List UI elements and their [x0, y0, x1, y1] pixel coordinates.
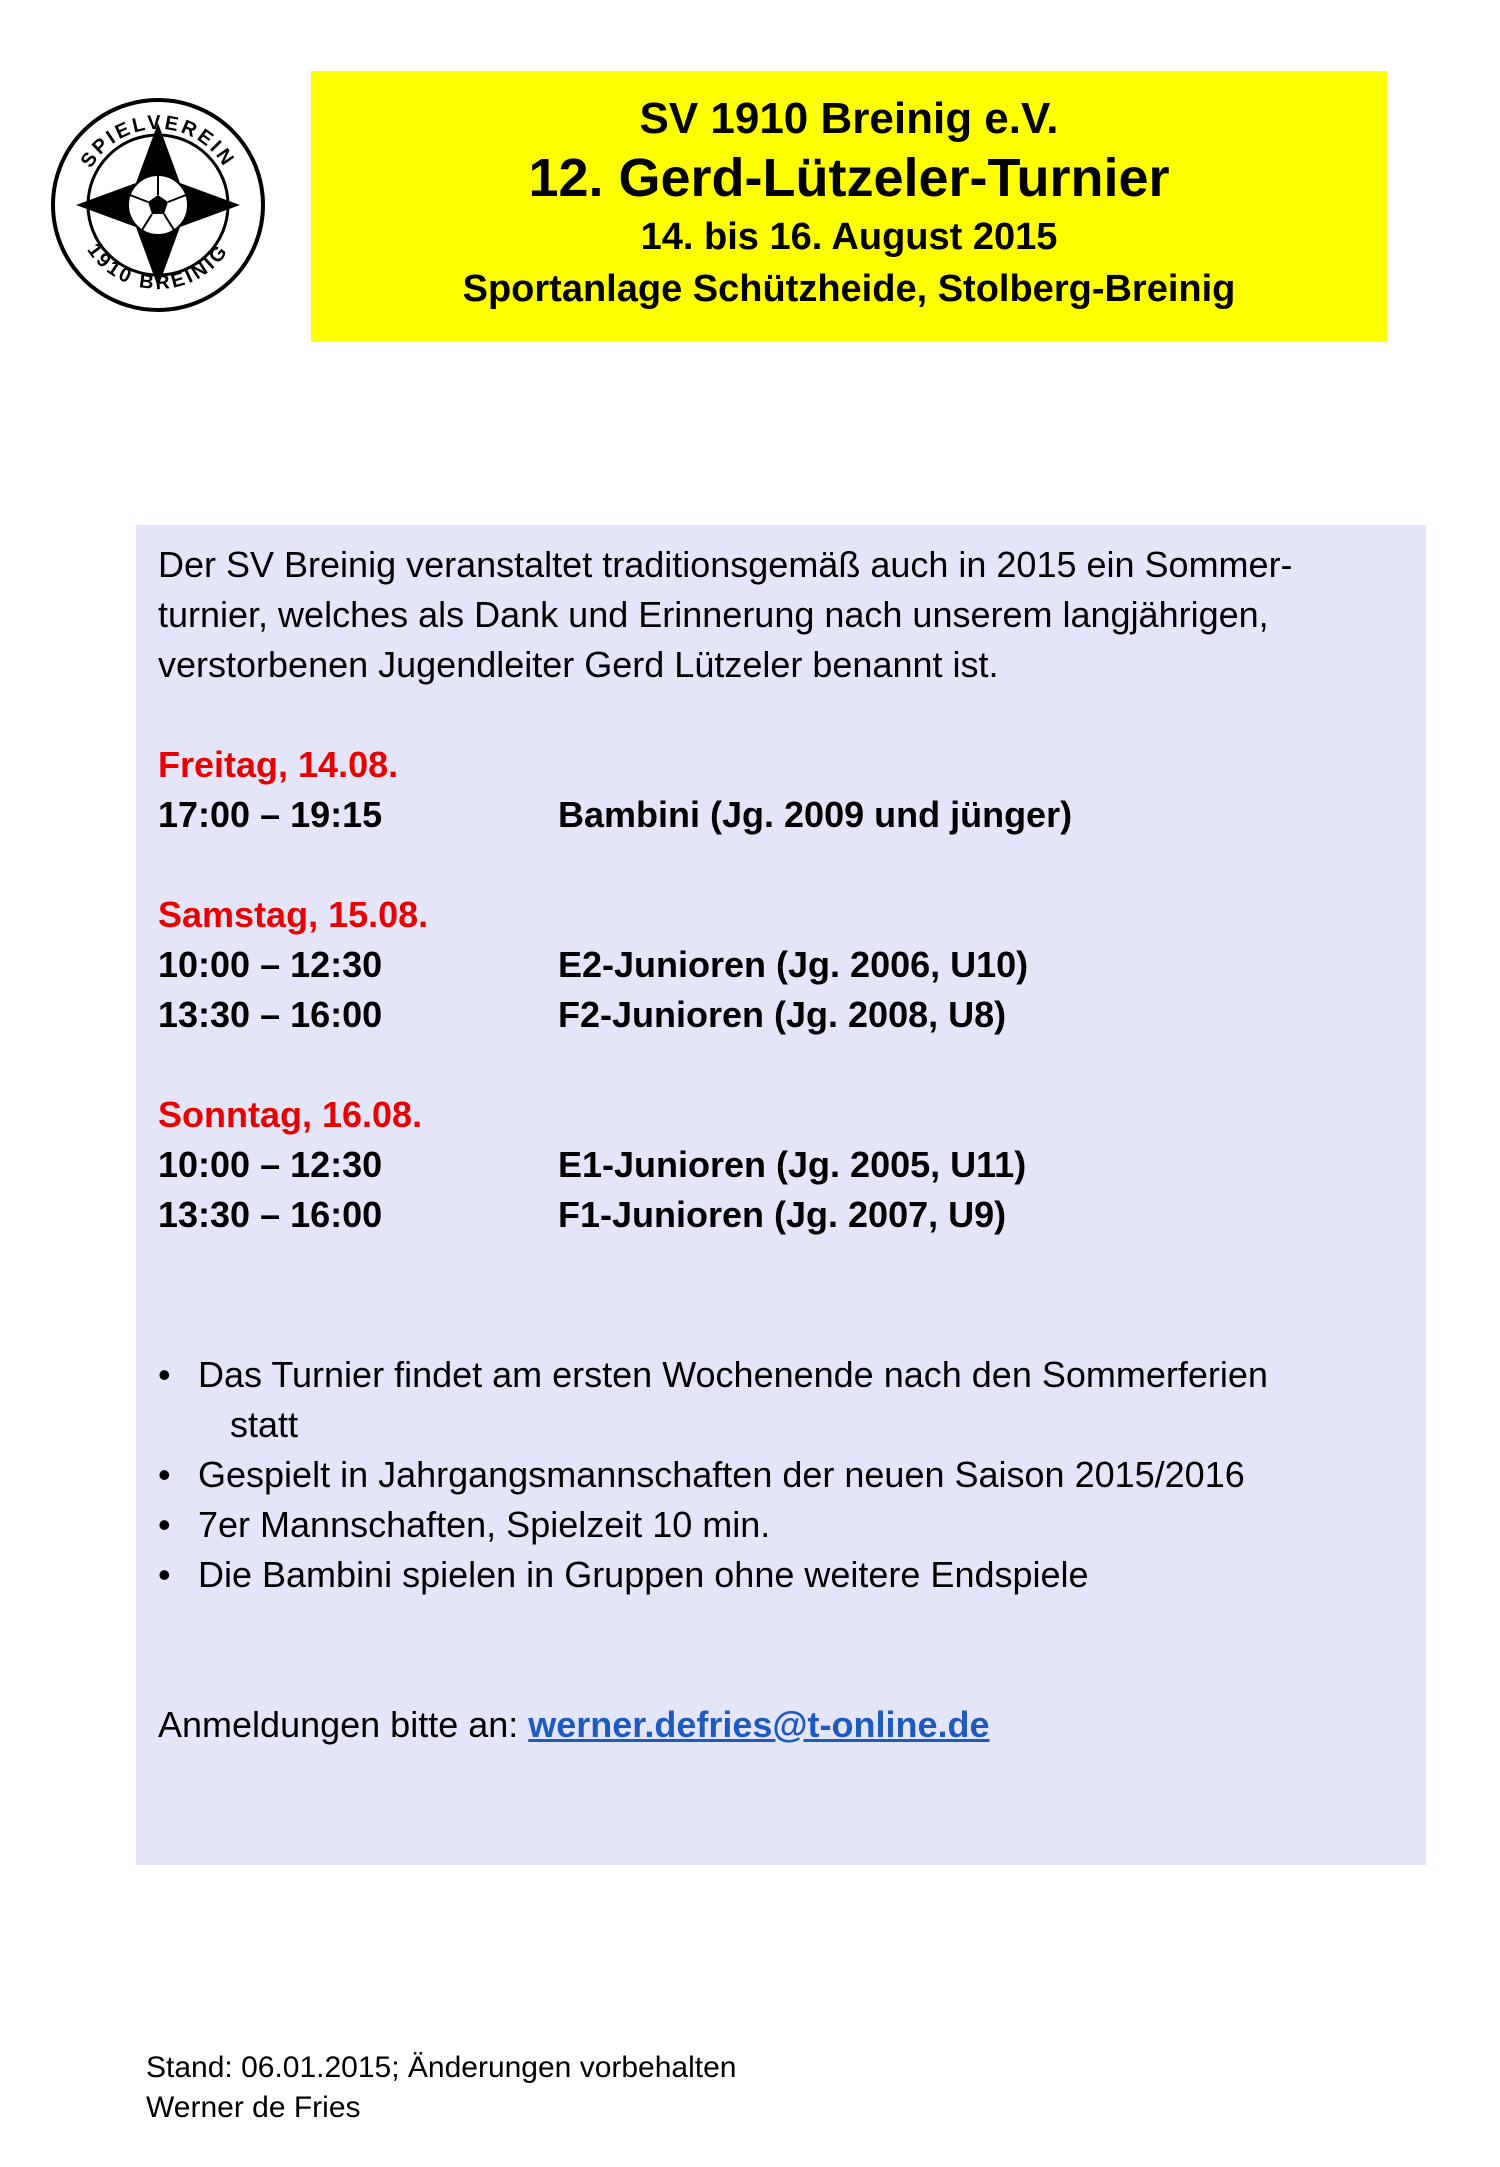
registration-line — [158, 1700, 1398, 1750]
slot-time: 13:30 – 16:00 — [158, 1194, 383, 1235]
registration-label: Anmeldungen bitte an: — [158, 1704, 529, 1745]
note-text: Gespielt in Jahrgangsmannschaften der neuen Saison 2015/2016 — [198, 1454, 1245, 1495]
schedule-slot — [158, 1190, 1398, 1240]
slot-group: F2-Junioren (Jg. 2008, U8) — [558, 994, 1007, 1035]
header-banner — [311, 71, 1387, 342]
bullet-icon: • — [158, 1454, 171, 1495]
bullet-icon: • — [158, 1554, 171, 1595]
club-logo — [48, 95, 268, 315]
logo-ring-bottom: 1910 BREINIG — [82, 239, 234, 295]
club-logo-emblem — [48, 95, 268, 315]
list-item — [158, 1450, 1398, 1500]
note-text-continued: statt — [230, 1404, 299, 1445]
slot-time: 17:00 – 19:15 — [158, 794, 383, 835]
info-content — [158, 540, 1398, 1750]
schedule-slot — [158, 1140, 1398, 1190]
schedule-day-sunday — [158, 1090, 1398, 1240]
slot-time: 13:30 – 16:00 — [158, 994, 383, 1035]
slot-group: Bambini (Jg. 2009 und jünger) — [558, 794, 1073, 835]
schedule-day-saturday — [158, 890, 1398, 1040]
day-label: Samstag, 15.08. — [158, 894, 429, 935]
bullet-icon: • — [158, 1354, 171, 1395]
schedule-slot — [158, 790, 1398, 840]
note-text: Die Bambini spielen in Gruppen ohne weitere Endspiele — [198, 1554, 1089, 1595]
slot-time: 10:00 – 12:30 — [158, 944, 383, 985]
schedule-slot — [158, 990, 1398, 1040]
day-label: Freitag, 14.08. — [158, 744, 399, 785]
schedule-slot — [158, 940, 1398, 990]
footer-author: Werner de Fries — [146, 2091, 361, 2124]
tournament-venue: Sportanlage Schützheide, Stolberg-Breinig — [462, 268, 1236, 310]
intro-line: Der SV Breinig veranstaltet traditionsgemäß auch in 2015 ein Sommer- — [158, 544, 1293, 585]
slot-group: F1-Junioren (Jg. 2007, U9) — [558, 1194, 1007, 1235]
slot-group: E1-Junioren (Jg. 2005, U11) — [558, 1144, 1027, 1185]
slot-group: E2-Junioren (Jg. 2006, U10) — [558, 944, 1029, 985]
notes-list — [158, 1350, 1398, 1600]
list-item — [158, 1550, 1398, 1600]
note-text: 7er Mannschaften, Spielzeit 10 min. — [198, 1504, 771, 1545]
day-label: Sonntag, 16.08. — [158, 1094, 423, 1135]
slot-time: 10:00 – 12:30 — [158, 1144, 383, 1185]
footer-status: Stand: 06.01.2015; Änderungen vorbehalten — [146, 2051, 737, 2084]
list-item — [158, 1500, 1398, 1550]
bullet-icon: • — [158, 1504, 171, 1545]
tournament-title: 12. Gerd-Lützeler-Turnier — [528, 148, 1170, 208]
intro-line: verstorbenen Jugendleiter Gerd Lützeler benannt ist. — [158, 644, 999, 685]
tournament-dates: 14. bis 16. August 2015 — [640, 216, 1058, 258]
registration-email-link[interactable]: werner.defries@t-online.de — [528, 1704, 990, 1745]
intro-paragraph — [158, 540, 1398, 690]
note-text: Das Turnier findet am ersten Wochenende nach den Sommerferien — [198, 1354, 1268, 1395]
intro-line: turnier, welches als Dank und Erinnerung nach unserem langjährigen, — [158, 594, 1269, 635]
club-name: SV 1910 Breinig e.V. — [639, 94, 1059, 143]
footer — [146, 2048, 736, 2128]
list-item — [158, 1350, 1398, 1450]
schedule-day-friday — [158, 740, 1398, 840]
logo-ring-top: SPIELVEREIN — [76, 111, 240, 172]
